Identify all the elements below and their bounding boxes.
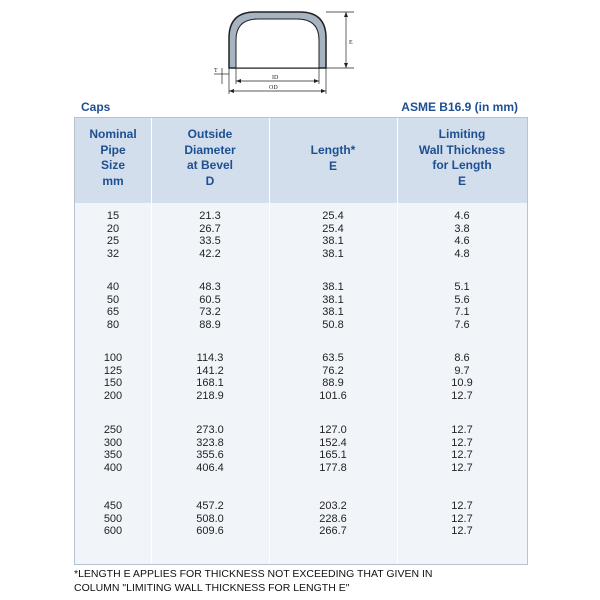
diagram-label-t: T — [214, 68, 218, 74]
cell-nominal-size: 50 — [106, 293, 120, 306]
cell-length-e: 50.8 — [322, 318, 344, 331]
cell-outside-diameter: 114.3 — [196, 352, 224, 364]
cell-wall-thickness: 12.7 — [451, 461, 473, 474]
cell-length-e: 63.5 — [322, 352, 344, 364]
cell-outside-diameter: 218.9 — [196, 389, 224, 402]
cell-length-e: 165.1 — [319, 449, 347, 461]
cell-length-e: 38.1 — [322, 247, 344, 260]
cell-length-e: 228.6 — [319, 512, 347, 525]
cell-wall-thickness: 4.8 — [454, 247, 470, 260]
table-row — [75, 500, 527, 513]
cell-outside-diameter: 273.0 — [196, 424, 224, 436]
column-divider — [397, 118, 398, 564]
diagram-label-od: OD — [269, 85, 278, 91]
row-group — [75, 281, 527, 331]
cell-outside-diameter: 21.3 — [199, 210, 221, 222]
cell-outside-diameter: 168.1 — [196, 377, 224, 389]
table-row — [75, 462, 527, 475]
cell-outside-diameter: 42.2 — [199, 247, 221, 260]
cell-outside-diameter: 73.2 — [199, 306, 221, 318]
cell-outside-diameter: 33.5 — [199, 235, 221, 247]
table-row — [75, 377, 527, 390]
cell-nominal-size: 20 — [106, 222, 120, 235]
table-row — [75, 319, 527, 332]
row-group — [75, 500, 527, 538]
cell-wall-thickness: 3.8 — [454, 222, 470, 235]
column-divider — [269, 118, 270, 564]
table-row — [75, 390, 527, 403]
cell-wall-thickness: 9.7 — [454, 364, 470, 377]
cell-length-e: 101.6 — [319, 389, 347, 402]
cell-wall-thickness: 12.7 — [451, 512, 473, 525]
cell-wall-thickness: 12.7 — [451, 500, 473, 512]
cell-nominal-size: 15 — [106, 210, 120, 222]
cell-wall-thickness: 12.7 — [451, 449, 473, 461]
cell-nominal-size: 400 — [103, 461, 123, 474]
table-row — [75, 306, 527, 319]
cell-length-e: 25.4 — [322, 210, 344, 222]
table-row — [75, 365, 527, 378]
cell-wall-thickness: 5.6 — [454, 293, 470, 306]
cell-length-e: 38.1 — [322, 306, 344, 318]
table-row — [75, 352, 527, 365]
cell-length-e: 88.9 — [322, 377, 344, 389]
cell-wall-thickness: 12.7 — [451, 525, 473, 537]
cell-outside-diameter: 508.0 — [196, 512, 224, 525]
table-row — [75, 248, 527, 261]
cell-wall-thickness: 12.7 — [451, 424, 473, 436]
table-row — [75, 437, 527, 450]
table-row — [75, 513, 527, 526]
header-nominal-pipe-size: Nominal Pipe Size mm — [89, 127, 137, 188]
cell-wall-thickness: 12.7 — [451, 389, 473, 402]
cell-outside-diameter: 141.2 — [196, 364, 224, 377]
table-row — [75, 223, 527, 236]
cell-outside-diameter: 26.7 — [199, 222, 221, 235]
diagram-label-id: ID — [272, 75, 279, 81]
cell-length-e: 38.1 — [322, 235, 344, 247]
cell-wall-thickness: 4.6 — [454, 210, 470, 222]
cell-length-e: 76.2 — [322, 364, 344, 377]
table-row — [75, 294, 527, 307]
cell-length-e: 127.0 — [319, 424, 347, 436]
cell-wall-thickness: 8.6 — [454, 352, 470, 364]
cell-outside-diameter: 323.8 — [196, 436, 224, 449]
header-length: Length* E — [310, 143, 356, 173]
table-row — [75, 525, 527, 538]
cell-nominal-size: 250 — [103, 424, 123, 436]
cell-nominal-size: 65 — [106, 306, 120, 318]
cell-nominal-size: 32 — [106, 247, 120, 260]
table-row — [75, 424, 527, 437]
cell-wall-thickness: 4.6 — [454, 235, 470, 247]
cell-nominal-size: 500 — [103, 512, 123, 525]
cell-wall-thickness: 7.6 — [454, 318, 470, 331]
cell-outside-diameter: 355.6 — [196, 449, 224, 461]
cell-nominal-size: 125 — [103, 364, 123, 377]
table-row — [75, 210, 527, 223]
cell-nominal-size: 80 — [106, 318, 120, 331]
table-header — [75, 118, 527, 203]
cell-nominal-size: 450 — [103, 500, 123, 512]
cell-outside-diameter: 457.2 — [196, 500, 224, 512]
cell-nominal-size: 300 — [103, 436, 123, 449]
cell-length-e: 266.7 — [319, 525, 347, 537]
cell-outside-diameter: 88.9 — [199, 318, 221, 331]
cell-outside-diameter: 60.5 — [199, 293, 221, 306]
table-row — [75, 281, 527, 294]
cell-length-e: 152.4 — [319, 436, 347, 449]
cell-nominal-size: 350 — [103, 449, 123, 461]
footnote — [74, 567, 554, 595]
cell-nominal-size: 200 — [103, 389, 123, 402]
cell-length-e: 38.1 — [322, 281, 344, 293]
table-caption: Caps — [81, 100, 111, 114]
row-group — [75, 424, 527, 474]
cell-nominal-size: 25 — [106, 235, 120, 247]
cell-wall-thickness: 5.1 — [454, 281, 470, 293]
cell-length-e: 203.2 — [319, 500, 347, 512]
cell-wall-thickness: 7.1 — [454, 306, 470, 318]
table-row — [75, 235, 527, 248]
header-outside-diameter: Outside Diameter at Bevel D — [184, 127, 236, 188]
column-divider — [151, 118, 152, 564]
cell-nominal-size: 100 — [103, 352, 123, 364]
footnote-line-2: COLUMN "LIMITING WALL THICKNESS FOR LENGTH E" — [74, 582, 350, 594]
cell-nominal-size: 150 — [103, 377, 123, 389]
caps-dimension-table — [74, 117, 528, 565]
footnote-line-1: *LENGTH E APPLIES FOR THICKNESS NOT EXCEEDING THAT GIVEN IN — [74, 568, 433, 580]
cell-outside-diameter: 609.6 — [196, 525, 224, 537]
pipe-cap-diagram — [0, 0, 600, 110]
cell-length-e: 25.4 — [322, 222, 344, 235]
standard-label: ASME B16.9 (in mm) — [401, 100, 518, 114]
header-limiting-wall-thickness: Limiting Wall Thickness for Length E — [418, 127, 506, 188]
cell-nominal-size: 40 — [106, 281, 120, 293]
diagram-label-e: E — [349, 40, 353, 46]
cell-wall-thickness: 10.9 — [451, 377, 473, 389]
cell-outside-diameter: 48.3 — [199, 281, 221, 293]
cell-length-e: 38.1 — [322, 293, 344, 306]
cell-outside-diameter: 406.4 — [196, 461, 224, 474]
cell-wall-thickness: 12.7 — [451, 436, 473, 449]
table-row — [75, 449, 527, 462]
cell-nominal-size: 600 — [103, 525, 123, 537]
cell-length-e: 177.8 — [319, 461, 347, 474]
row-group — [75, 352, 527, 402]
row-group — [75, 210, 527, 260]
